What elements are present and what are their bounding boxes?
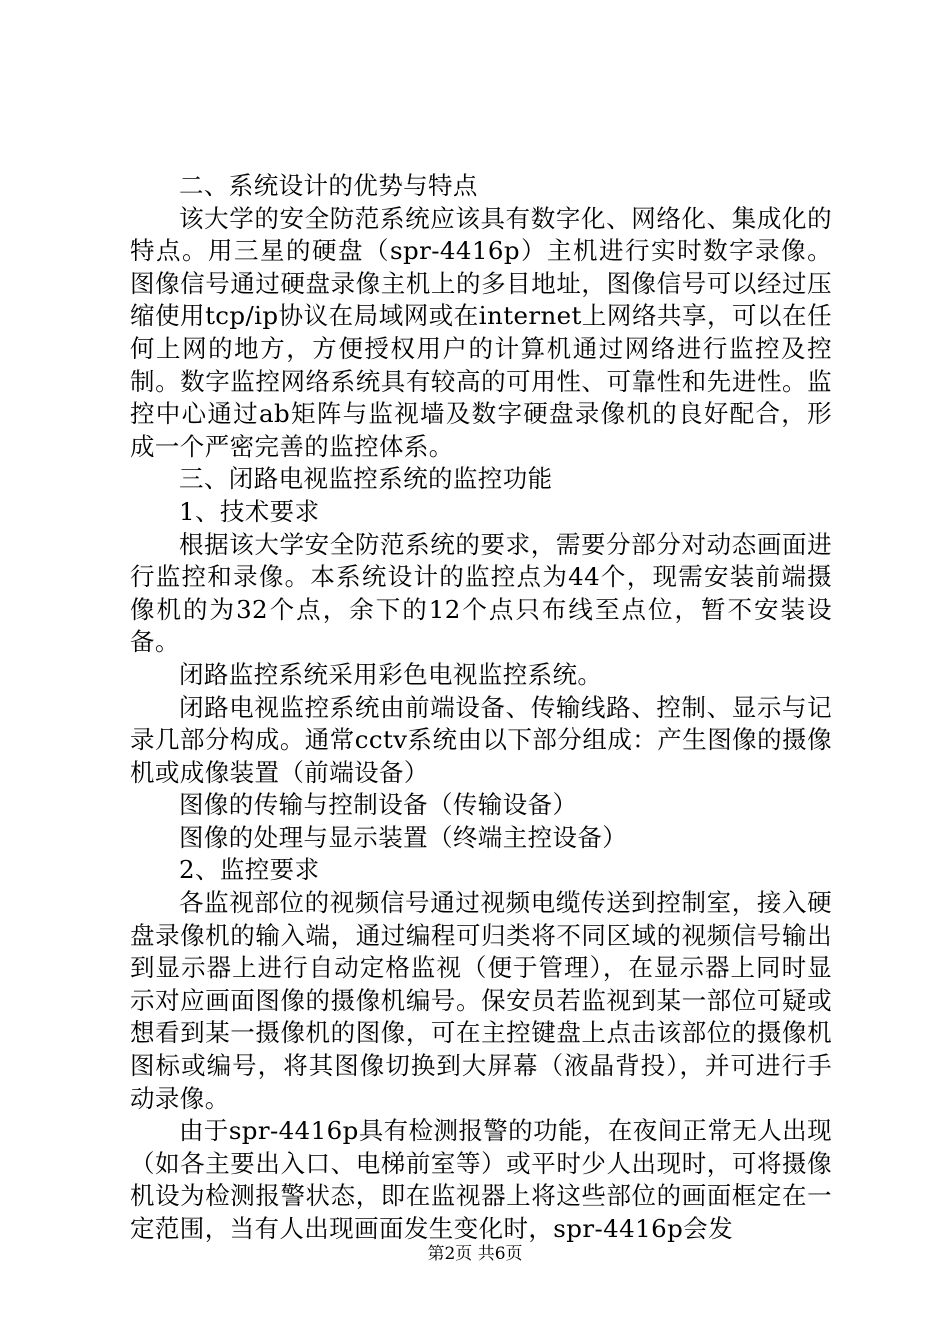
paragraph-monitoring-points: 根据该大学安全防范系统的要求，需要分部分对动态画面进行监控和录像。本系统设计的监控点为44个，现需安装前端摄像机的为32个点，余下的12个点只布线至点位，暂不安装设备。 bbox=[130, 529, 832, 657]
subheading-technical-requirements: 1、技术要求 bbox=[179, 496, 320, 526]
paragraph-display-equipment: 图像的处理与显示装置（终端主控设备） bbox=[179, 822, 628, 852]
paragraph-video-signal-routing: 各监视部位的视频信号通过视频电缆传送到控制室，接入硬盘录像机的输入端，通过编程可归类将不同区域的视频信号输出到显示器上进行自动定格监视（便于管理），在显示器上同时显示对应画面图像的摄像机编号。保安员若监视到某一部位可疑或想看到某一摄像机的图像，可在主控键盘上点击该部位的摄像机图标或编号，将其图像切换到大屏幕（液晶背投），并可进行手动录像。 bbox=[130, 888, 832, 1113]
section-heading-advantages: 二、系统设计的优势与特点 bbox=[179, 171, 478, 200]
paragraph-system-overview: 该大学的安全防范系统应该具有数字化、网络化、集成化的特点。用三星的硬盘（spr-4416p）主机进行实时数字录像。图像信号通过硬盘录像主机上的多目地址，图像信号可以经过压缩使用tcp/ip协议在局域网或在internet上网络共享，可以在任何上网的地方，方便授权用户的计算机通过网络进行监控及控制。数字监控网络系统具有较高的可用性、可靠性和先进性。监控中心通过ab矩阵与监视墙及数字硬盘录像机的良好配合，形成一个严密完善的监控体系。 bbox=[130, 203, 832, 461]
paragraph-transmission-equipment: 图像的传输与控制设备（传输设备） bbox=[179, 790, 578, 820]
section-heading-monitoring-functions: 三、闭路电视监控系统的监控功能 bbox=[179, 464, 553, 494]
paragraph-color-system: 闭路监控系统采用彩色电视监控系统。 bbox=[179, 659, 603, 689]
paragraph-cctv-components: 闭路电视监控系统由前端设备、传输线路、控制、显示与记录几部分构成。通常cctv系统由以下部分组成：产生图像的摄像机或成像装置（前端设备） bbox=[130, 692, 832, 787]
paragraph-detection-alarm: 由于spr-4416p具有检测报警的功能，在夜间正常无人出现（如各主要出入口、电梯前室等）或平时少人出现时，可将摄像机设为检测报警状态，即在监视器上将这些部位的画面框定在一定范围，当有人出现画面发生变化时，spr-4416p会发 bbox=[130, 1116, 832, 1243]
document-body bbox=[130, 170, 832, 1246]
subheading-monitoring-requirements: 2、监控要求 bbox=[179, 855, 320, 885]
page-number-footer: 第2页 共6页 bbox=[427, 1244, 523, 1264]
